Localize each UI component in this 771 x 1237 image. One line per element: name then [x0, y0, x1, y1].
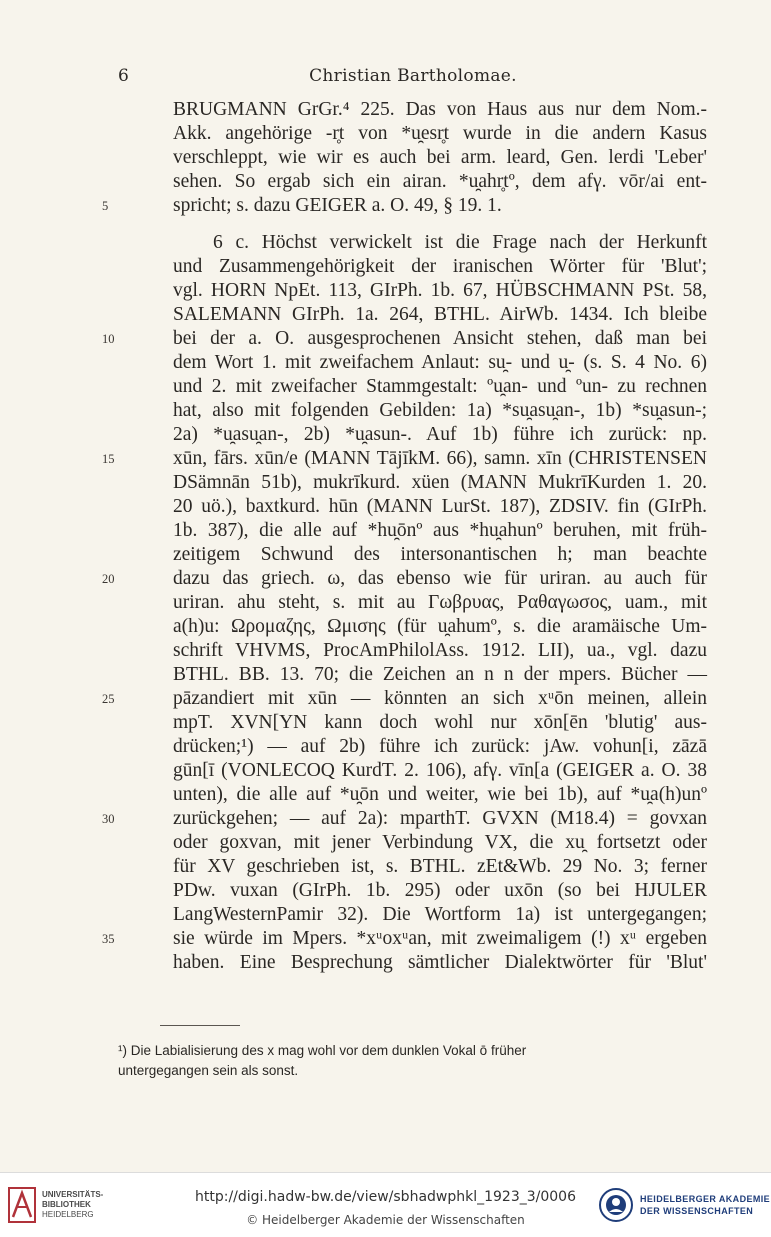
- text-line: verschleppt, wie wir es auch bei arm. leard, Gen. lerdi 'Leber': [173, 147, 707, 168]
- copyright-notice: © Heidelberger Akademie der Wissenschaften: [246, 1213, 525, 1227]
- footnote-line: untergegangen sein als sonst.: [118, 1063, 299, 1078]
- line-number: 30: [102, 812, 115, 826]
- text-line: PDw. vuxan (GIrPh. 1b. 295) oder uxōn (so bei HJULER: [173, 880, 707, 901]
- text-line: und Zusammengehörigkeit der iranischen Wörter für 'Blut';: [173, 256, 707, 277]
- text-line: LangWesternPamir 32). Die Wortform 1a) ist untergegangen;: [173, 904, 707, 925]
- text-line: uriran. ahu steht, s. mit au Γωβρυας, Ραθαγωσος, uam., mit: [173, 592, 707, 613]
- running-title: Christian Bartholomae.: [309, 66, 517, 86]
- text-line: bei der a. O. ausgesprochenen Ansicht stehen, daß man bei: [173, 328, 707, 349]
- line-number: 15: [102, 452, 115, 466]
- text-line: SALEMANN GIrPh. 1a. 264, BTHL. AirWb. 1434. Ich bleibe: [173, 304, 707, 325]
- text-line: vgl. HORN NpEt. 113, GIrPh. 1b. 67, HÜBSCHMANN PSt. 58,: [173, 280, 707, 301]
- section-heading-line: 6 c. Höchst verwickelt ist die Frage nach der Herkunft: [213, 232, 707, 253]
- text-line: Akk. angehörige -r̥t von *u̯esr̥t wurde in die andern Kasus: [173, 123, 707, 144]
- text-line: haben. Eine Besprechung sämtlicher Dialektwörter für 'Blut': [173, 952, 707, 973]
- text-line: zeitigem Schwund des intersonantischen h; man beachte: [173, 544, 707, 565]
- text-line: sie würde im Mpers. *xᵘoxᵘan, mit zweimaligem (!) xᵘ ergeben: [173, 928, 707, 949]
- academy-seal-icon: [598, 1187, 634, 1223]
- text-line: schrift VHVMS, ProcAmPhilolAss. 1912. LII), ua., vgl. dazu: [173, 640, 707, 661]
- text-line: mpT. XVN[YN kann doch wohl nur xōn[ēn 'blutig' aus-: [173, 712, 707, 733]
- text-line: 2a) *u̯asu̯an-, 2b) *u̯asun-. Auf 1b) führe ich zurück: np.: [173, 424, 707, 445]
- text-line: BTHL. BB. 13. 70; die Zeichen an n n der mpers. Bücher —: [173, 664, 707, 685]
- footnote-line: ¹) Die Labialisierung des x mag wohl vor dem dunklen Vokal ō früher: [118, 1043, 527, 1058]
- text-line: 20 uö.), baxtkurd. hūn (MANN LurSt. 187), ZDSIV. fin (GIrPh.: [173, 496, 707, 517]
- text-line: BRUGMANN GrGr.⁴ 225. Das von Haus aus nur dem Nom.-: [173, 99, 707, 120]
- line-number: 10: [102, 332, 115, 346]
- academy-name: HEIDELBERGER AKADEMIE DER WISSENSCHAFTEN: [640, 1194, 771, 1216]
- page-number: 6: [118, 66, 129, 86]
- text-line: und 2. mit zweifacher Stammgestalt: ºu̯an- und ºun- zu rechnen: [173, 376, 707, 397]
- text-line: pāzandiert mit xūn — könnten an sich xᵘōn meinen, allein: [173, 688, 707, 709]
- line-number: 35: [102, 932, 115, 946]
- text-line: dem Wort 1. mit zweifachem Anlaut: su̯- und u̯- (s. S. 4 No. 6): [173, 352, 707, 373]
- text-line: dazu das griech. ω, das ebenso wie für uriran. au auch für: [173, 568, 707, 589]
- text-line: gūn[ī (VONLECOQ KurdT. 2. 106), afγ. vīn[a (GEIGER a. O. 38: [173, 760, 707, 781]
- text-line: DSämnān 51b), mukrīkurd. xüen (MANN MukrīKurden 1. 20.: [173, 472, 707, 493]
- text-line: zurückgehen; — auf 2a): mparthT. GVXN (M18.4) = govxan: [173, 808, 707, 829]
- footnote-divider: [160, 1025, 240, 1026]
- text-line: oder goxvan, mit jener Verbindung VX, die xu̯ fortsetzt oder: [173, 832, 707, 853]
- viewer-footer: [0, 1172, 771, 1237]
- line-number: 25: [102, 692, 115, 706]
- text-line: sehen. So ergab sich ein airan. *u̯ahr̥tº, dem afγ. vōr/ai ent-: [173, 171, 707, 192]
- text-line: unten), die alle auf *u̯ōn und weiter, wie bei 1b), auf *u̯a(h)unº: [173, 784, 707, 805]
- text-line: für XV geschrieben ist, s. BTHL. zEt&Wb. 29 No. 3; ferner: [173, 856, 707, 877]
- text-line: spricht; s. dazu GEIGER a. O. 49, § 19. 1.: [173, 195, 502, 216]
- university-library-name: UNIVERSITÄTS- BIBLIOTHEK HEIDELBERG: [42, 1190, 104, 1219]
- text-line: 1b. 387), die alle auf *hu̯ōnº aus *hu̯ahunº beruhen, mit früh-: [173, 520, 707, 541]
- text-line: a(h)u: Ωρομαζης, Ωμισης (für u̯ahumº, s. die aramäische Um-: [173, 616, 707, 637]
- text-line: xūn, fārs. xūn/e (MANN TājīkM. 66), samn. xīn (CHRISTENSEN: [173, 448, 707, 469]
- line-number: 20: [102, 572, 115, 586]
- permalink-url[interactable]: http://digi.hadw-bw.de/view/sbhadwphkl_1923_3/0006: [194, 1189, 576, 1205]
- line-number: 5: [102, 199, 109, 213]
- page-header: [118, 66, 708, 92]
- text-line: drücken;¹) — auf 2b) führe ich zurück: jAw. vohun[i, zāzā: [173, 736, 707, 757]
- text-line: hat, also mit folgenden Gebilden: 1a) *su̯asu̯an-, 1b) *su̯asun-;: [173, 400, 707, 421]
